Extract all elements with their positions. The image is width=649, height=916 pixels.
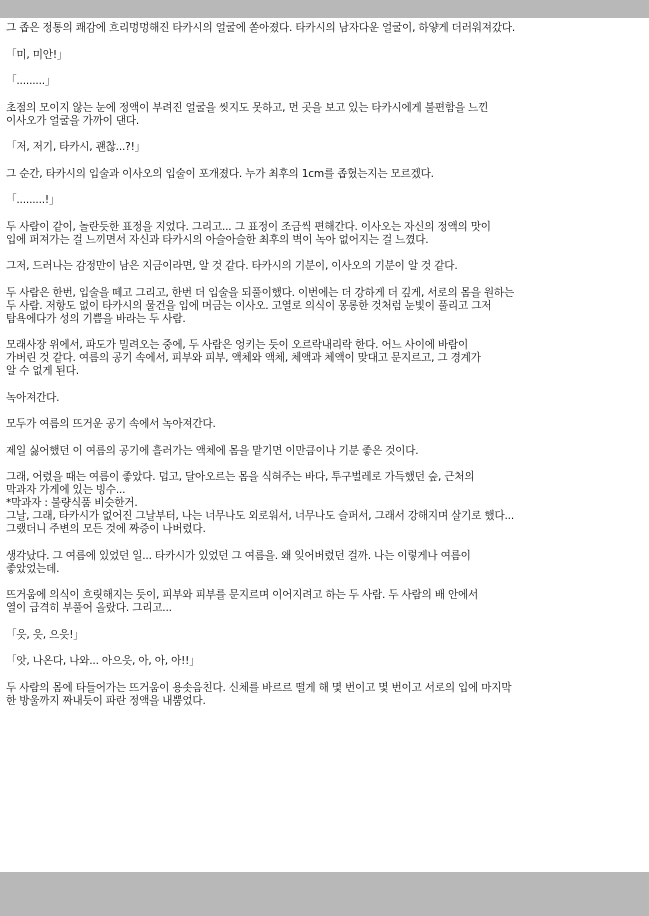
paragraph: 초점의 모이지 않는 눈에 정액이 부려진 얼굴을 씻지도 못하고, 먼 곳을 보고 있는 타카시에게 불편함을 느낀 이사오가 얼굴을 가까이 댄다.	[6, 101, 489, 127]
paragraph: 녹아져간다.	[6, 391, 60, 404]
paragraph: 「읏, 읏, 으읏!」	[6, 628, 84, 641]
paragraph: 두 사람의 몸에 타들어가는 뜨거움이 용솟음친다. 신체를 바르르 떨게 해 몇 번이고 몇 번이고 서로의 입에 마지막 한 방울까지 짜내듯이 파란 정액을 내뿜었다.	[6, 681, 512, 707]
paragraph: 「미, 미안!」	[6, 48, 68, 61]
paragraph: 생각났다. 그 여름에 있었던 일... 타카시가 있었던 그 여름을. 왜 잊어버렸던 걸까. 나는 이렇게나 여름이 좋았었는데.	[6, 549, 471, 575]
body-text	[6, 22, 644, 721]
paragraph: 그 좁은 정통의 쾌감에 흐리멍멍해진 타카시의 얼굴에 쏟아졌다. 타카시의 남자다운 얼굴이, 하얗게 더러워져갔다.	[6, 22, 516, 34]
document-page	[0, 18, 649, 872]
paragraph: 뜨거움에 의식이 흐릿해지는 듯이, 피부와 피부를 문지르며 이어지려고 하는 두 사람. 두 사람의 배 안에서 열이 급격히 부풀어 올랐다. 그리고...	[6, 589, 479, 614]
paragraph: 모래사장 위에서, 파도가 밀려오는 중에, 두 사람은 엉키는 듯이 오르락내리락 한다. 어느 사이에 바람이 가버린 것 같다. 여름의 공기 속에서, 피부와 피부, 액체와 액체, 체액과 체액이 맞대고 문지르고, 그 경계가 알 수 없게 된다.	[6, 339, 481, 377]
paragraph: 그 순간, 타카시의 입술과 이사오의 입술이 포개졌다. 누가 최후의 1cm를 좁혔는지는 모르겠다.	[6, 167, 434, 180]
paragraph: 「.........!」	[6, 194, 60, 206]
paragraph: 두 사람은 한번, 입술을 떼고 그리고, 한번 더 입술을 되풀이했다. 이번에는 더 강하게 더 깊게, 서로의 몸을 원하는 두 사람. 저항도 없이 타카시의 물건을 입에 머금는 이사오. 고열로 의식이 몽롱한 것처럼 눈빛이 풀리고 그저 탐욕에다가 성의 기쁨을 바라는 두 사람.	[6, 286, 514, 325]
paragraph: 「앗, 나온다, 나와... 아으읏, 아, 아, 아!!」	[6, 655, 200, 667]
paragraph: 「저, 저기, 타카시, 괜찮...?!」	[6, 141, 146, 153]
paragraph: 그래, 어렸을 때는 여름이 좋았다. 덥고, 달아오르는 몸을 식혀주는 바다, 투구벌레로 가득했던 숲, 근처의 막과자 가게에 있는 빙수... *막과자 : 불량식품 비슷한거. 그날, 그래, 타카시가 없어진 그날부터, 나는 너무나도 외로워서, 너무나도 슬퍼서, 그래서 강해지며 살기로 했다... 그랬더니 주변의 모든 것에 짜증이 나버렸다.	[6, 471, 514, 535]
paragraph: 「.........」	[6, 75, 56, 87]
paragraph: 두 사람이 같이, 놀란듯한 표정을 지었다. 그리고... 그 표정이 조금씩 편해간다. 이사오는 자신의 정액의 맛이 입에 퍼져가는 걸 느끼면서 자신과 타카시의 아슬아슬한 최후의 벽이 녹아 없어지는 걸 느꼈다.	[6, 220, 491, 246]
paragraph: 제일 싫어했던 이 여름의 공기에 흘러가는 액체에 몸을 맡기면 이만큼이나 기분 좋은 것이다.	[6, 444, 419, 457]
paragraph: 그저, 드러나는 감정만이 남은 지금이라면, 알 것 같다. 타카시의 기분이, 이사오의 기분이 알 것 같다.	[6, 260, 458, 272]
paragraph: 모두가 여름의 뜨거운 공기 속에서 녹아져간다.	[6, 418, 216, 430]
